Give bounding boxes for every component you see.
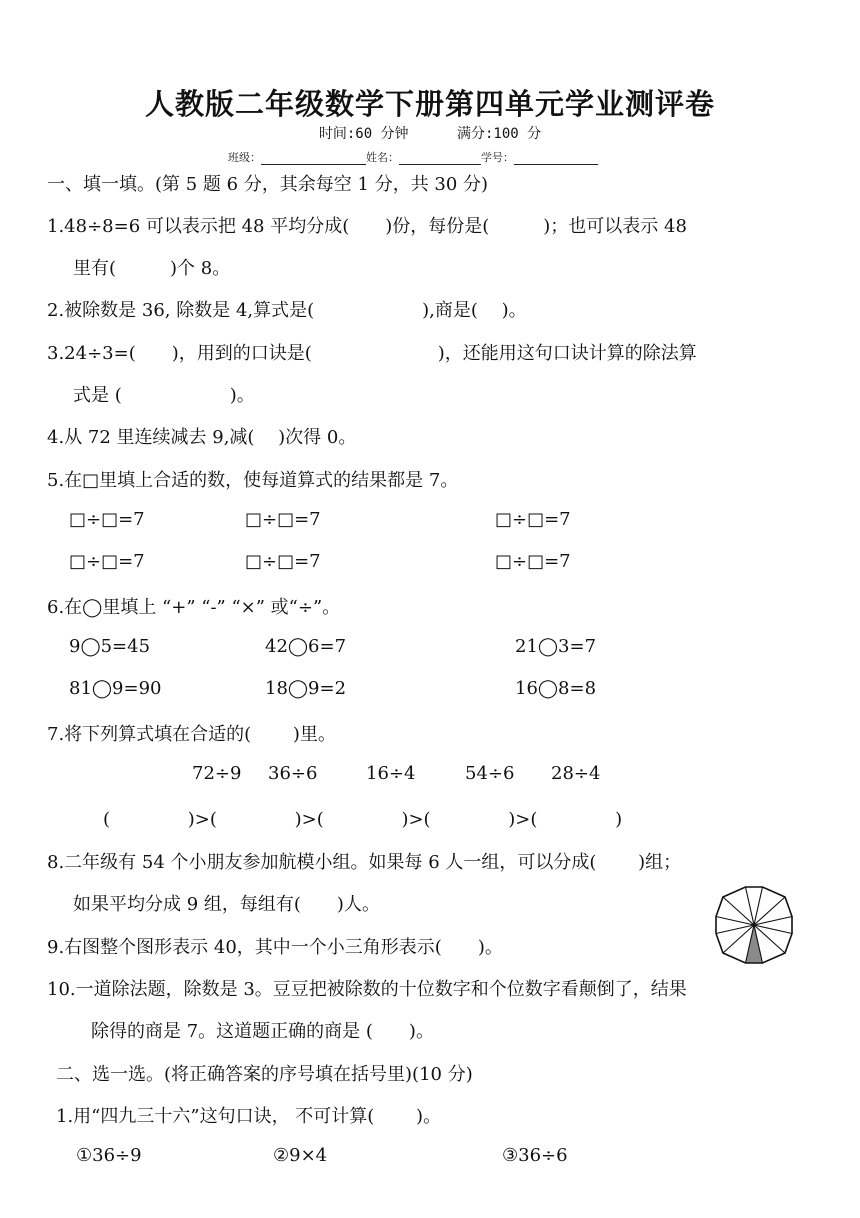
name-blank[interactable]	[399, 153, 481, 165]
q6-equation: 21◯3=7	[515, 636, 597, 657]
section2-question-1: 1.用“四九三十六”这句口诀， 不可计算( )。	[56, 1106, 442, 1127]
time-limit: 时间:60 分钟	[318, 126, 409, 142]
question-10-line1: 10.一道除法题，除数是 3。豆豆把被除数的十位数字和个位数字看颠倒了，结果	[47, 979, 687, 1000]
question-1-line2: 里有( )个 8。	[73, 258, 231, 279]
question-3-line2: 式是 ( )。	[73, 385, 255, 406]
question-10-line2: 除得的商是 7。这道题正确的商是 ( )。	[91, 1021, 434, 1042]
choice-option[interactable]: ②9×4	[273, 1145, 328, 1166]
choice-option[interactable]: ③36÷6	[502, 1145, 568, 1166]
q6-equation: 16◯8=8	[515, 678, 597, 699]
q5-equation: □÷□=7	[245, 551, 321, 572]
class-label: 班级：	[228, 151, 261, 164]
full-score: 满分:100 分	[457, 126, 542, 142]
question-8-line2: 如果平均分成 9 组，每组有( )人。	[73, 894, 380, 915]
question-3-line1: 3.24÷3=( )，用到的口诀是( )，还能用这句口诀计算的除法算	[47, 343, 697, 364]
question-8-line1: 8.二年级有 54 个小朋友参加航模小组。如果每 6 人一组，可以分成( )组；	[47, 852, 682, 873]
student-info-row	[228, 149, 598, 165]
q7-expression: 36÷6	[268, 763, 318, 784]
id-blank[interactable]	[514, 153, 598, 165]
q5-equation: □÷□=7	[69, 509, 145, 530]
q6-equation: 9◯5=45	[69, 636, 151, 657]
q7-expression: 72÷9	[192, 763, 242, 784]
name-label: 姓名：	[366, 151, 399, 164]
octagon-figure	[714, 885, 794, 965]
q6-equation: 81◯9=90	[69, 678, 162, 699]
question-2: 2.被除数是 36, 除数是 4,算式是( ),商是( )。	[47, 300, 527, 321]
exam-meta	[0, 123, 860, 143]
question-7: 7.将下列算式填在合适的( )里。	[47, 724, 336, 745]
q5-equation: □÷□=7	[245, 509, 321, 530]
class-blank[interactable]	[261, 153, 366, 165]
section1-heading: 一、填一填。(第 5 题 6 分，其余每空 1 分，共 30 分)	[47, 174, 489, 195]
q6-equation: 18◯9=2	[265, 678, 347, 699]
q7-expression: 16÷4	[366, 763, 416, 784]
section2-heading: 二、选一选。(将正确答案的序号填在括号里)(10 分)	[56, 1064, 473, 1085]
q5-equation: □÷□=7	[69, 551, 145, 572]
q5-equation: □÷□=7	[495, 551, 571, 572]
q7-expression: 28÷4	[551, 763, 601, 784]
question-9: 9.右图整个图形表示 40，其中一个小三角形表示( )。	[47, 937, 503, 958]
q7-answer-blanks[interactable]: ( )>( )>( )>( )>( )	[103, 809, 623, 830]
choice-option[interactable]: ①36÷9	[76, 1145, 142, 1166]
question-5: 5.在□里填上合适的数，使每道算式的结果都是 7。	[47, 470, 459, 491]
q5-equation: □÷□=7	[495, 509, 571, 530]
q6-equation: 42◯6=7	[265, 636, 347, 657]
id-label: 学号：	[481, 151, 514, 164]
q7-expression: 54÷6	[465, 763, 515, 784]
question-4: 4.从 72 里连续减去 9,减( )次得 0。	[47, 427, 357, 448]
question-1-line1: 1.48÷8=6 可以表示把 48 平均分成( )份，每份是( )；也可以表示 48	[47, 216, 687, 237]
page-title: 人教版二年级数学下册第四单元学业测评卷	[144, 87, 715, 121]
question-6: 6.在◯里填上 “+” “-” “×” 或“÷”。	[47, 597, 341, 618]
